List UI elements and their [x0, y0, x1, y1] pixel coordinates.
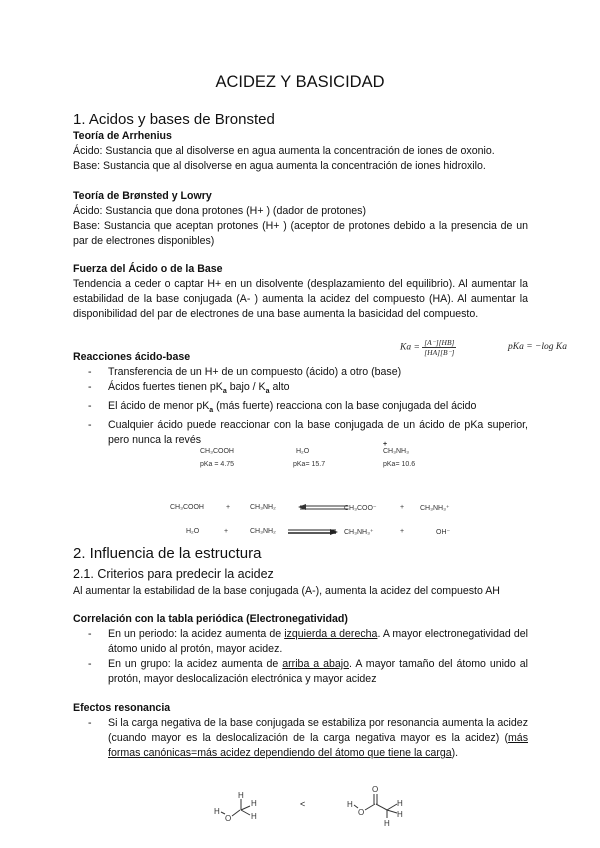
item-text: Transferencia de un H+ de un compuesto (ácido) a otro (base) [108, 366, 402, 378]
text-line: Ácido: Sustancia que al disolverse en agua aumenta la concentración de iones de oxonio. [73, 145, 495, 157]
pka-value: pKa= 15.7 [293, 461, 326, 468]
subheading: Fuerza del Ácido o de la Base [73, 263, 223, 275]
page-title: ACIDEZ Y BASICIDAD [215, 73, 385, 91]
subheading: Correlación con la tabla periódica (Electronegatividad) [73, 613, 348, 625]
product: OH⁻ [436, 529, 451, 536]
product: CH₃NH₃⁺ [344, 529, 374, 536]
bullet-list [88, 627, 528, 687]
compound: CH₃COOH [200, 448, 234, 455]
comparison-sign: < [300, 799, 306, 809]
subheading: Reacciones ácido-base [73, 351, 191, 363]
numerator: [A⁻][HB] [424, 338, 455, 347]
product: CH₃NH₃⁺ [420, 505, 450, 512]
text-line: Ácido: Sustancia que dona protones (H+ ) (dador de protones) [73, 205, 366, 217]
acetic-acid-structure-icon [345, 782, 425, 832]
plus: + [400, 504, 405, 511]
plus: + [224, 528, 229, 535]
list-item [88, 365, 528, 380]
reactant: H₂O [186, 528, 200, 535]
subsection-heading: 2.1. Criterios para predecir la acidez [73, 567, 274, 581]
svg-text:H: H [397, 799, 403, 808]
compound: CH₃NH₃ [383, 448, 409, 455]
reactant: CH₃NH₂ [250, 504, 276, 511]
pka-value: pKa= 10.6 [383, 461, 416, 468]
text-paragraph: Tendencia a ceder o captar H+ en un disolvente (desplazamiento del equilibrio). Al aumentar la estabilidad de la base conjugada (A- ) aumenta la acidez del compuesto (HA). Al aumentar la disponibilidad del par de electrones de una base aumenta la basicidad del compuesto. [73, 278, 528, 320]
text-line: Al aumentar la estabilidad de la base conjugada (A-), aumenta la acidez del compuesto AH [73, 585, 500, 597]
resonancia-block [73, 701, 528, 761]
list-item: - El ácido de menor $pK_a$ (más fuerte) reacciona con la base conjugada del ácido [88, 399, 528, 418]
bullet-list [88, 716, 528, 761]
list-item: - Ácidos fuertes tienen $pK_a$ bajo / $K_a$ alto [88, 380, 528, 399]
svg-text:H: H [397, 810, 403, 819]
equilibrium-arrow-right-icon [286, 527, 340, 537]
pka-formula: pKa = −log Ka [508, 342, 568, 352]
svg-text:H: H [384, 819, 390, 828]
equilibrium-arrow-left-icon [296, 503, 350, 513]
text-paragraph: Base: Sustancia que aceptan protones (H+ ) (aceptor de protones debido a la presencia de un par de electrones disponibles) [73, 220, 528, 247]
bullet-list [88, 365, 528, 448]
svg-text:O: O [372, 785, 379, 794]
svg-text:H: H [251, 799, 257, 808]
product: CH₃COO⁻ [344, 505, 377, 512]
subheading: Teoría de Arrhenius [73, 130, 172, 142]
denominator: [HA][B⁻] [424, 348, 455, 357]
reactant: CH₃NH₂ [250, 528, 276, 535]
compound: H₂O [296, 448, 310, 455]
charge: + [383, 441, 388, 448]
svg-text:O: O [358, 808, 365, 817]
pka-value: pKa = 4.75 [200, 461, 235, 468]
formula-text: Ka = [400, 342, 420, 353]
list-item: - En un periodo: la acidez aumenta de izquierda a derecha. A mayor electronegatividad del átomo unido al protón, mayor acidez. [88, 627, 528, 657]
svg-text:H: H [214, 807, 220, 816]
plus: + [400, 528, 405, 535]
section-heading-1: 1. Acidos y bases de Bronsted [73, 111, 275, 128]
methanol-structure-icon [210, 790, 270, 830]
fuerza-block [73, 262, 528, 322]
list-item [88, 418, 528, 448]
text-line: Base: Sustancia que al disolverse en agua aumenta la concentración de iones hidroxilo. [73, 160, 486, 172]
bronsted-block [73, 189, 528, 249]
arrhenius-block [73, 129, 528, 174]
reactant: CH₃COOH [170, 504, 204, 511]
svg-text:H: H [251, 812, 257, 821]
item-text: Cualquier ácido puede reaccionar con la base conjugada de un ácido de pKa superior, pero nunca la revés [108, 419, 528, 447]
svg-text:H: H [238, 791, 244, 800]
subheading: Efectos resonancia [73, 702, 171, 714]
svg-text:O: O [225, 814, 232, 823]
plus: + [226, 504, 231, 511]
section-heading-2: 2. Influencia de la estructura [73, 545, 262, 562]
correlacion-block [73, 612, 528, 687]
list-item: - En un grupo: la acidez aumenta de arriba a abajo. A mayor tamaño del átomo unido al protón, mayor deslocalización electrónica y mayor acidez [88, 657, 528, 687]
list-item: - Si la carga negativa de la base conjugada se estabiliza por resonancia aumenta la acidez (cuando mayor es la deslocalización de la carga negativa mayor es la acidez) (más formas canónicas=más acidez dependiendo del átomo que tiene la carga). [88, 716, 528, 761]
svg-text:H: H [347, 800, 353, 809]
subheading: Teoría de Brønsted y Lowry [73, 190, 212, 202]
reacciones-block [73, 350, 528, 448]
